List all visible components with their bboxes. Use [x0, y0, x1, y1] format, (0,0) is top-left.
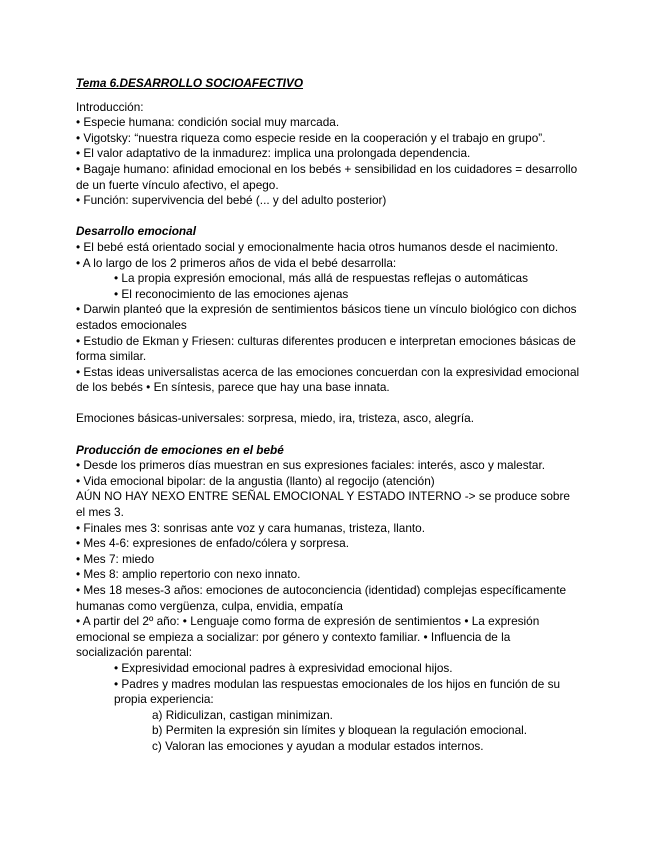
- intro-item: • Especie humana: condición social muy marcada.: [76, 115, 340, 130]
- spacer: [76, 209, 580, 225]
- document-title: Tema 6.DESARROLLO SOCIOAFECTIVO: [76, 76, 304, 90]
- intro-item: • Bagaje humano: afinidad emocional en los bebés + sensibilidad en los cuidadores = desarrollo de un fuerte vínculo afectivo, el apego.: [76, 161, 578, 192]
- sub-sub-list-item: a) Ridiculizan, castigan minimizan.: [152, 707, 333, 722]
- sub-list-item: • Expresividad emocional padres à expresividad emocional hijos.: [114, 660, 453, 675]
- spacer: [76, 396, 580, 412]
- sub-list-item: • Padres y madres modulan las respuestas emocionales de los hijos en función de su propia experiencia:: [114, 676, 561, 707]
- list-item: • Darwin planteó que la expresión de sentimientos básicos tiene un vínculo biológico con dichos estados emocionales: [76, 302, 577, 332]
- list-item: • El bebé está orientado social y emocionalmente hacia otros humanos desde el nacimiento.: [76, 239, 559, 254]
- sub-list-item: • El reconocimiento de las emociones ajenas: [114, 286, 349, 301]
- list-item: AÚN NO HAY NEXO ENTRE SEÑAL EMOCIONAL Y ESTADO INTERNO -> se produce sobre el mes 3.: [76, 489, 570, 520]
- intro-item: • El valor adaptativo de la inmadurez: implica una prolongada dependencia.: [76, 146, 471, 161]
- document-body: [76, 76, 580, 755]
- sub-sub-list-item: b) Permiten la expresión sin límites y bloquean la regulación emocional.: [152, 723, 528, 738]
- list-item: • Mes 7: miedo: [76, 551, 155, 566]
- list-item: • Estas ideas universalistas acerca de las emociones concuerdan con la expresividad emocional de los bebés • En síntesis, parece que hay una base innata.: [76, 364, 580, 395]
- intro-item: • Vigotsky: “nuestra riqueza como especie reside en la cooperación y el trabajo en grupo”.: [76, 130, 546, 145]
- sub-sub-list-item: c) Valoran las emociones y ayudan a modular estados internos.: [152, 738, 484, 753]
- sub-list-item: • La propia expresión emocional, más allá de respuestas reflejas o automáticas: [114, 271, 528, 286]
- list-item: • Vida emocional bipolar: de la angustia (llanto) al regocijo (atención): [76, 473, 435, 488]
- spacer: [76, 427, 580, 443]
- list-item: • Finales mes 3: sonrisas ante voz y cara humanas, tristeza, llanto.: [76, 520, 426, 535]
- list-item: • A lo largo de los 2 primeros años de vida el bebé desarrolla:: [76, 255, 397, 270]
- list-item: • Mes 8: amplio repertorio con nexo innato.: [76, 567, 301, 582]
- list-item: • Estudio de Ekman y Friesen: culturas diferentes producen e interpretan emociones básicas de forma similar.: [76, 333, 576, 364]
- list-item: • A partir del 2º año: • Lenguaje como forma de expresión de sentimientos • La expresión emocional se empieza a socializar: por género y contexto familiar. • Influencia de la socialización parental:: [76, 614, 540, 660]
- basic-emotions-line: Emociones básicas-universales: sorpresa, miedo, ira, tristeza, asco, alegría.: [76, 411, 474, 426]
- intro-heading: Introducción:: [76, 99, 144, 114]
- intro-item: • Función: supervivencia del bebé (... y del adulto posterior): [76, 193, 387, 208]
- list-item: • Desde los primeros días muestran en sus expresiones faciales: interés, asco y malestar.: [76, 458, 546, 473]
- list-item: • Mes 18 meses-3 años: emociones de autoconciencia (identidad) complejas específicamente humanas como vergüenza, culpa, envidia, empatía: [76, 583, 567, 613]
- section-heading-production: Producción de emociones en el bebé: [76, 442, 284, 457]
- list-item: • Mes 4-6: expresiones de enfado/cólera y sorpresa.: [76, 536, 349, 551]
- section-heading-emotional-development: Desarrollo emocional: [76, 224, 196, 239]
